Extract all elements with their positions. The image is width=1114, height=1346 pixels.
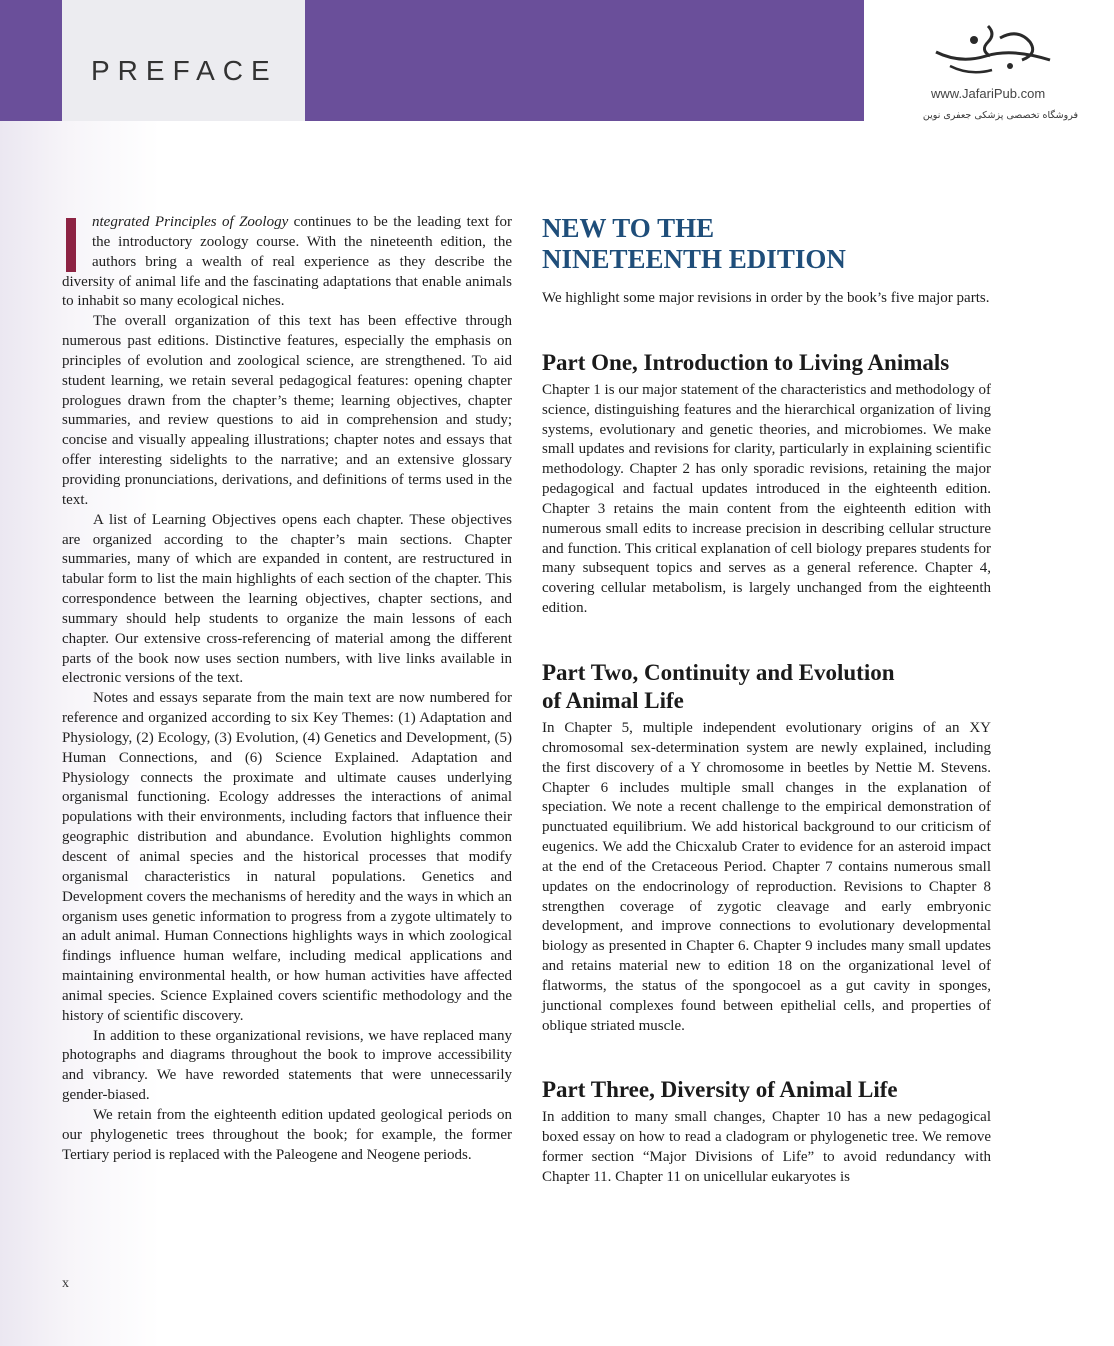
right-column — [542, 213, 991, 1188]
publisher-shop-name: فروشگاه تخصصی پزشکی جعفری نوین — [922, 110, 1078, 121]
left-column — [62, 213, 512, 1166]
paragraph-geological-periods: We retain from the eighteenth edition updated geological periods on our phylogenetic trees throughout the book; for example, the former Tertiary period is replaced with the Paleogene and Neogene periods. — [62, 1106, 512, 1163]
part-two-heading-line2: of Animal Life — [542, 687, 684, 713]
page-number: x — [62, 1276, 69, 1291]
part-three-text: In addition to many small changes, Chapter 10 has a new pedagogical boxed essay on how to read a cladogram or phylogenetic tree. We remove former section “Major Divisions of Life” to avoid redundancy with Chapter 11. Chapter 11 on unicellular eukaryotes is — [542, 1109, 991, 1185]
part-two-heading — [542, 659, 991, 715]
publisher-logo-icon — [930, 20, 1058, 82]
paragraph-key-themes: Notes and essays separate from the main text are now numbered for reference and organized according to six Key Themes: (1) Adaptation and Physiology, (2) Ecology, (3) Evolution, (4) Genetics and Development, (5) Human Connections, and (6) Science Explained. Adaptation and Physiology connects the proximate and ultimate causes underlying organismal functioning. Ecology addresses the interactions of animal populations with their environments, including factors that influence their geographic distribution and abundance. Evolution highlights common descent of animal species and the historical processes that modify organismal characteristics in natural populations. Genetics and Development covers the mechanisms of heredity and the ways in which an organism uses genetic information to progress from a zygote ultimately to an adult animal. Human Connections highlights ways in which zoological findings influence human welfare, including medical applications and maintaining environmental health, or how human activities have affected animal species. Science Explained covers scientific methodology and the history of scientific discovery. — [62, 690, 512, 1024]
section-title: PREFACE — [91, 55, 278, 86]
part-two-text: In Chapter 5, multiple independent evolutionary origins of an XY chromosomal sex-determination system are newly explained, including the first discovery of a Y chromosome in beetles by Nettie M. Stevens. Chapter 6 includes multiple small changes in the explanation of speciation. We note a recent challenge to the empirical demonstration of punctuated equilibrium. We add historical background to our criticism of eugenics. We add the Chicxalub Crater to evidence for an asteroid impact at the end of the Cretaceous Period. Chapter 7 contains numerous small updates on the endocrinology of reproduction. Revisions to Chapter 8 strengthen coverage of zygotic cleavage and early embryonic development, and improve connections to evolutionary developmental biology as presented in Chapter 6. Chapter 9 includes many small updates and retains material new to edition 18 on the organizational level of flatworms, the status of the spongocoel as a gut cavity in sponges, junctional complexes found between epithelial cells, and properties of oblique striated muscle. — [542, 719, 991, 1034]
paragraph-revisions: In addition to these organizational revisions, we have replaced many photographs and diagrams throughout the book to improve accessibility and vibrancy. We have reworded statements that were unnecessarily gender-biased. — [62, 1027, 512, 1104]
publisher-url: www.JafariPub.com — [931, 86, 1046, 101]
new-edition-intro: We highlight some major revisions in order by the book’s five major parts. — [542, 290, 990, 306]
new-edition-heading-line1: NEW TO THE — [542, 213, 715, 243]
new-edition-heading — [542, 213, 991, 275]
opening-text: continues to be the leading text for the introductory zoology course. With the nineteenth edition, the authors bring a wealth of real experience as they describe the diversity of animal life and the fascinating adaptations that enable animals to inhabit so many ecological niches. — [62, 214, 512, 310]
drop-cap-i — [66, 218, 76, 272]
paragraph-organization: The overall organization of this text has been effective through numerous past editions. Distinctive features, especially the emphasis on principles of evolution and zoological science, are strengthened. To aid student learning, we retain several pedagogical features: opening chapter prologues drawn from the chapter’s theme; learning objectives, chapter summaries, and review questions to aid in comprehension and study; concise and visually appealing illustrations; chapter notes and essays that offer interesting sidelights to the narrative; and an extensive glossary providing pronunciations, derivations, and definitions of terms used in the text. — [62, 313, 512, 508]
part-three-heading: Part Three, Diversity of Animal Life — [542, 1077, 898, 1103]
part-one-text: Chapter 1 is our major statement of the characteristics and methodology of science, distinguishing features and the hierarchical organization of living systems, evolutionary and genetic theories, and microbiomes. We make small updates and revisions for clarity, particularly in explaining scientific methodology. Chapter 2 has only sporadic revisions, retaining the major pedagogical and factual updates introduced in the eighteenth edition. Chapter 3 retains the main content from the eighteenth edition with numerous small edits to increase precision in describing cellular structure and function. This critical explanation of cell biology prepares students for many subsequent topics and serves as a general reference. Chapter 4, covering cellular metabolism, is largely unchanged from the eighteenth edition. — [542, 381, 991, 617]
opening-paragraph — [62, 213, 512, 312]
book-title: ntegrated Principles of Zoology — [92, 214, 289, 230]
paragraph-learning-objectives: A list of Learning Objectives opens each chapter. These objectives are organized according to the chapter’s main sections. Chapter summaries, many of which are expanded in content, are restructured in tabular form to list the main highlights of each section of the chapter. This correspondence between the learning objectives, chapter sections, and summary should help students to organize the main lessons of each chapter. Our extensive cross-referencing of material among the different parts of the book now uses section numbers, with live links available in electronic versions of the text. — [62, 511, 512, 687]
part-one-heading: Part One, Introduction to Living Animals — [542, 349, 950, 375]
part-two-heading-line1: Part Two, Continuity and Evolution — [542, 659, 895, 685]
new-edition-heading-line2: NINETEENTH EDITION — [542, 244, 846, 274]
